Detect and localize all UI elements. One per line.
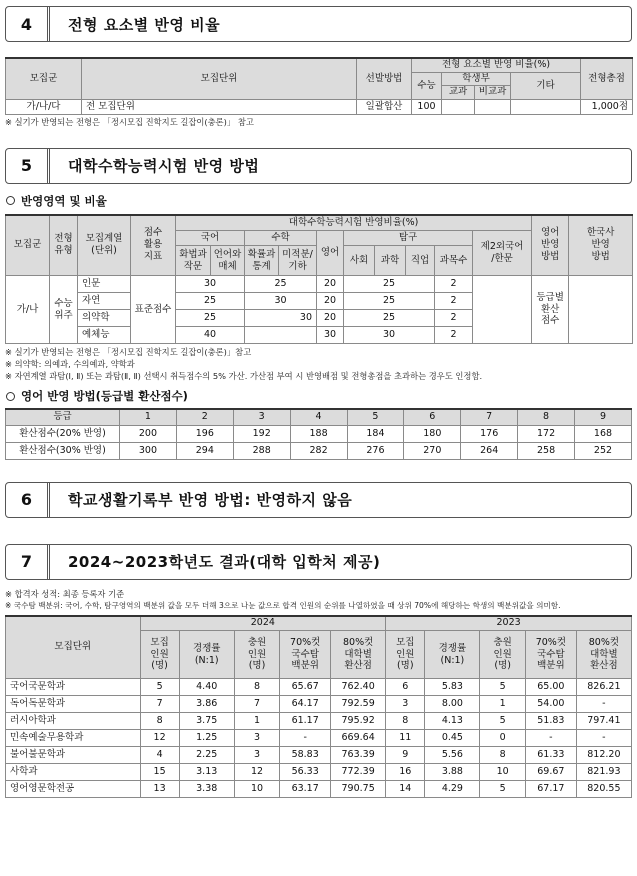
s7-cell-value: 669.64 bbox=[331, 730, 386, 747]
s7-header-col: 모집 인원 (명) bbox=[386, 631, 425, 679]
eng-cell: 196 bbox=[176, 425, 233, 442]
s7-cell-value: 51.83 bbox=[525, 713, 576, 730]
s5-header-math: 수학 bbox=[245, 231, 317, 246]
section-4-number: 4 bbox=[6, 7, 50, 41]
s5-header-ko1: 화법과 작문 bbox=[176, 246, 211, 276]
s7-cell-value: 6 bbox=[386, 679, 425, 696]
s5-cell-english: 30 bbox=[317, 327, 344, 344]
s7-cell-value: 5 bbox=[480, 781, 526, 798]
s7-cell-value: 12 bbox=[140, 730, 179, 747]
s5-header-english: 영어 bbox=[317, 231, 344, 276]
section-4-title: 전형 요소별 반영 비율 bbox=[68, 15, 221, 34]
s5-cell-english: 20 bbox=[317, 293, 344, 310]
section-5-number: 5 bbox=[6, 149, 50, 183]
s7-cell-value: 3 bbox=[234, 747, 280, 764]
section-7-header bbox=[5, 544, 632, 580]
s7-cell-value: - bbox=[525, 730, 576, 747]
s4-header-dept: 모집단위 bbox=[82, 58, 357, 99]
eng-cell: 200 bbox=[120, 425, 177, 442]
s5-cell-eng-method: 등급별 환산 점수 bbox=[532, 276, 569, 344]
s5-header-field: 모집계열 (단위) bbox=[78, 215, 131, 276]
s5-header-social: 사회 bbox=[344, 246, 375, 276]
s5-note: ※ 자연계열 과탐(Ⅰ, Ⅱ) 또는 과탐(Ⅱ, Ⅱ) 선택시 취득점수의 5% 가산. 가산점 부여 시 반영배점 및 전형총점을 초과하는 경우도 인정함. bbox=[5, 371, 483, 381]
s7-cell-value: 10 bbox=[234, 781, 280, 798]
eng-grade: 4 bbox=[290, 409, 347, 425]
s7-cell-value: 2.25 bbox=[179, 747, 234, 764]
s7-cell-value: 5 bbox=[140, 679, 179, 696]
section-5-title: 대학수학능력시험 반영 방법 bbox=[68, 157, 260, 175]
s4-header-total: 전형총점 bbox=[581, 58, 633, 99]
s7-cell-value: 3.75 bbox=[179, 713, 234, 730]
s5-subheading-2 bbox=[5, 387, 632, 405]
s5-cell-unit: 가/나 bbox=[6, 276, 50, 344]
s7-cell-dept: 러시아학과 bbox=[6, 713, 141, 730]
s7-cell-value: 3 bbox=[386, 696, 425, 713]
s7-cell-value: 13 bbox=[140, 781, 179, 798]
s7-cell-value: 3.38 bbox=[179, 781, 234, 798]
s5-header-inquiry: 탐구 bbox=[344, 231, 473, 246]
s5-cell-inquiry: 25 bbox=[344, 276, 435, 293]
s7-cell-value: 3.13 bbox=[179, 764, 234, 781]
eng-row-label: 환산점수(30% 반영) bbox=[6, 442, 120, 459]
s7-cell-value: 762.40 bbox=[331, 679, 386, 696]
s7-cell-dept: 독어독문학과 bbox=[6, 696, 141, 713]
s7-cell-value: 16 bbox=[386, 764, 425, 781]
s7-cell-dept: 민속예술무용학과 bbox=[6, 730, 141, 747]
s7-cell-value: 58.83 bbox=[280, 747, 331, 764]
table-row bbox=[6, 425, 632, 442]
s7-header-col: 70%컷 국수탐 백분위 bbox=[525, 631, 576, 679]
eng-cell: 288 bbox=[233, 442, 290, 459]
s7-cell-value: 56.33 bbox=[280, 764, 331, 781]
table-row bbox=[6, 679, 632, 696]
s4-cell-total: 1,000점 bbox=[581, 99, 633, 114]
eng-cell: 300 bbox=[120, 442, 177, 459]
eng-cell: 180 bbox=[404, 425, 461, 442]
s7-cell-dept: 영어영문학전공 bbox=[6, 781, 141, 798]
s7-header-col: 70%컷 국수탐 백분위 bbox=[280, 631, 331, 679]
s5-cell-count: 2 bbox=[435, 293, 473, 310]
s5-cell-field: 인문 bbox=[78, 276, 131, 293]
eng-grade: 2 bbox=[176, 409, 233, 425]
table-row bbox=[6, 781, 632, 798]
s5-header-korean: 국어 bbox=[176, 231, 245, 246]
eng-grade: 6 bbox=[404, 409, 461, 425]
section-4-header bbox=[5, 6, 632, 42]
s7-cell-value: 69.67 bbox=[525, 764, 576, 781]
section-5-table bbox=[5, 214, 633, 345]
s5-header-job: 직업 bbox=[406, 246, 435, 276]
s7-header-2023: 2023 bbox=[386, 616, 632, 631]
s7-cell-value: 9 bbox=[386, 747, 425, 764]
s4-header-method: 선발방법 bbox=[357, 58, 412, 99]
s7-cell-value: 4.13 bbox=[425, 713, 480, 730]
s5-cell-math: 30 bbox=[245, 310, 317, 327]
s5-header-subjcount: 과목수 bbox=[435, 246, 473, 276]
s5-note: ※ 의약학: 의예과, 수의예과, 약학과 bbox=[5, 359, 135, 369]
eng-cell: 252 bbox=[575, 442, 632, 459]
s7-cell-value: 1.25 bbox=[179, 730, 234, 747]
s7-cell-value: 8 bbox=[386, 713, 425, 730]
s7-cell-value: 65.67 bbox=[280, 679, 331, 696]
s5-cell-type: 수능 위주 bbox=[50, 276, 78, 344]
s5-header-m2: 미적분/ 기하 bbox=[279, 246, 317, 276]
s7-cell-value: 763.39 bbox=[331, 747, 386, 764]
section-5-header bbox=[5, 148, 632, 184]
eng-grade: 8 bbox=[518, 409, 575, 425]
s4-cell-nonsubject bbox=[475, 99, 511, 114]
s5-subheading-1 bbox=[5, 192, 632, 210]
s7-cell-value: 797.41 bbox=[576, 713, 631, 730]
s7-cell-value: 3.86 bbox=[179, 696, 234, 713]
s5-header-m1: 확률과 통계 bbox=[245, 246, 279, 276]
eng-cell: 264 bbox=[461, 442, 518, 459]
s4-cell-unit: 가/나/다 bbox=[6, 99, 82, 114]
section-7-number: 7 bbox=[6, 545, 50, 579]
s7-header-2024: 2024 bbox=[140, 616, 386, 631]
s7-cell-value: - bbox=[576, 696, 631, 713]
s7-cell-value: 0 bbox=[480, 730, 526, 747]
s4-header-student: 학생부 bbox=[442, 72, 511, 85]
section-4-table bbox=[5, 57, 633, 115]
s7-cell-value: 11 bbox=[386, 730, 425, 747]
s4-header-ratio: 전형 요소별 반영 비율(%) bbox=[412, 58, 581, 72]
s5-header-foreign: 제2외국어 /한문 bbox=[473, 231, 532, 276]
s5-cell-score: 표준점수 bbox=[131, 276, 176, 344]
s4-cell-subject bbox=[442, 99, 475, 114]
s5-cell-history bbox=[569, 276, 633, 344]
s7-cell-value: 3 bbox=[234, 730, 280, 747]
s5-cell-math: 25 bbox=[245, 276, 317, 293]
table-row bbox=[6, 276, 633, 293]
s5-header-history: 한국사 반영 방법 bbox=[569, 215, 633, 276]
s5-cell-field: 예체능 bbox=[78, 327, 131, 344]
s5-cell-english: 20 bbox=[317, 276, 344, 293]
s5-cell-inquiry: 25 bbox=[344, 293, 435, 310]
s7-header-dept: 모집단위 bbox=[6, 616, 141, 679]
s7-note: ※ 국수탐 백분위: 국어, 수학, 탐구영역의 백분위 값을 모두 더해 3으로 나눈 값으로 합격 인원의 순위를 나열하였을 때 상위 70%에 해당하는 학생의 백분위값을 의미함. bbox=[5, 600, 561, 610]
s7-cell-value: - bbox=[576, 730, 631, 747]
s7-cell-value: 4 bbox=[140, 747, 179, 764]
s5-header-score: 점수 활용 지표 bbox=[131, 215, 176, 276]
s5-cell-field: 자연 bbox=[78, 293, 131, 310]
s7-cell-value: 4.29 bbox=[425, 781, 480, 798]
s7-cell-value: - bbox=[280, 730, 331, 747]
eng-cell: 176 bbox=[461, 425, 518, 442]
s7-cell-value: 15 bbox=[140, 764, 179, 781]
s4-header-suneung: 수능 bbox=[412, 72, 442, 99]
s7-cell-value: 64.17 bbox=[280, 696, 331, 713]
s7-header-col: 경쟁률 (N:1) bbox=[179, 631, 234, 679]
s7-cell-value: 5 bbox=[480, 679, 526, 696]
section-6-title: 학교생활기록부 반영 방법: 반영하지 않음 bbox=[68, 491, 353, 509]
table-row bbox=[6, 713, 632, 730]
s4-cell-suneung: 100 bbox=[412, 99, 442, 114]
s7-cell-value: 12 bbox=[234, 764, 280, 781]
s4-cell-dept: 전 모집단위 bbox=[82, 99, 357, 114]
eng-cell: 276 bbox=[347, 442, 404, 459]
s7-cell-value: 67.17 bbox=[525, 781, 576, 798]
s7-cell-value: 65.00 bbox=[525, 679, 576, 696]
s7-cell-value: 8 bbox=[234, 679, 280, 696]
s5-header-type: 전형 유형 bbox=[50, 215, 78, 276]
circle-bullet-icon bbox=[6, 392, 15, 401]
section-7-title: 2024~2023학년도 결과(대학 입학처 제공) bbox=[68, 553, 381, 571]
s5-cell-math bbox=[245, 327, 317, 344]
s7-header-col: 충원 인원 (명) bbox=[480, 631, 526, 679]
s7-cell-value: 8.00 bbox=[425, 696, 480, 713]
s4-header-subject: 교과 bbox=[442, 85, 475, 99]
s5-header-ko2: 언어와 매체 bbox=[211, 246, 245, 276]
s7-notes bbox=[5, 588, 632, 612]
s5-cell-math: 30 bbox=[245, 293, 317, 310]
s5-subheading-1-text: 반영영역 및 비율 bbox=[21, 193, 107, 208]
eng-cell: 270 bbox=[404, 442, 461, 459]
s7-cell-value: 7 bbox=[140, 696, 179, 713]
s5-cell-korean: 25 bbox=[176, 310, 245, 327]
s5-cell-inquiry: 25 bbox=[344, 310, 435, 327]
s5-subheading-2-text: 영어 반영 방법(등급별 환산점수) bbox=[21, 389, 188, 403]
s7-cell-value: 821.93 bbox=[576, 764, 631, 781]
s5-cell-count: 2 bbox=[435, 327, 473, 344]
s7-cell-value: 1 bbox=[234, 713, 280, 730]
section-6-number: 6 bbox=[6, 483, 50, 517]
eng-cell: 192 bbox=[233, 425, 290, 442]
s5-cell-foreign bbox=[473, 276, 532, 344]
s5-cell-korean: 25 bbox=[176, 293, 245, 310]
s7-cell-value: 5.83 bbox=[425, 679, 480, 696]
s5-cell-inquiry: 30 bbox=[344, 327, 435, 344]
eng-grade: 3 bbox=[233, 409, 290, 425]
eng-grade: 1 bbox=[120, 409, 177, 425]
s4-header-unit: 모집군 bbox=[6, 58, 82, 99]
s7-cell-value: 0.45 bbox=[425, 730, 480, 747]
s7-cell-value: 61.33 bbox=[525, 747, 576, 764]
s7-cell-value: 54.00 bbox=[525, 696, 576, 713]
s7-cell-dept: 불어불문학과 bbox=[6, 747, 141, 764]
s7-cell-value: 7 bbox=[234, 696, 280, 713]
s7-cell-value: 772.39 bbox=[331, 764, 386, 781]
s7-cell-dept: 사학과 bbox=[6, 764, 141, 781]
s4-cell-method: 일괄합산 bbox=[357, 99, 412, 114]
s5-cell-count: 2 bbox=[435, 310, 473, 327]
s7-cell-dept: 국어국문학과 bbox=[6, 679, 141, 696]
s7-header-col: 경쟁률 (N:1) bbox=[425, 631, 480, 679]
s7-cell-value: 826.21 bbox=[576, 679, 631, 696]
table-row bbox=[6, 764, 632, 781]
eng-row-label: 환산점수(20% 반영) bbox=[6, 425, 120, 442]
s5-notes bbox=[5, 346, 632, 382]
s7-cell-value: 820.55 bbox=[576, 781, 631, 798]
s5-cell-field: 의약학 bbox=[78, 310, 131, 327]
s7-table-body bbox=[6, 679, 632, 798]
eng-grade: 7 bbox=[461, 409, 518, 425]
table-row bbox=[6, 696, 632, 713]
s5-cell-count: 2 bbox=[435, 276, 473, 293]
s7-cell-value: 790.75 bbox=[331, 781, 386, 798]
s5-cell-korean: 40 bbox=[176, 327, 245, 344]
s5-note: ※ 실기가 반영되는 전형은 「정시모집 진학지도 길잡이(충론)」참고 bbox=[5, 347, 252, 357]
eng-cell: 172 bbox=[518, 425, 575, 442]
s7-cell-value: 1 bbox=[480, 696, 526, 713]
section-6-header bbox=[5, 482, 632, 518]
eng-grade: 9 bbox=[575, 409, 632, 425]
s7-cell-value: 8 bbox=[140, 713, 179, 730]
s7-header-col: 모집 인원 (명) bbox=[140, 631, 179, 679]
s7-header-col: 충원 인원 (명) bbox=[234, 631, 280, 679]
s7-cell-value: 795.92 bbox=[331, 713, 386, 730]
eng-grade: 5 bbox=[347, 409, 404, 425]
s7-cell-value: 10 bbox=[480, 764, 526, 781]
s4-cell-other bbox=[511, 99, 581, 114]
s7-cell-value: 8 bbox=[480, 747, 526, 764]
s4-header-other: 기타 bbox=[511, 72, 581, 99]
english-grade-table bbox=[5, 408, 632, 460]
eng-cell: 294 bbox=[176, 442, 233, 459]
s5-cell-english: 20 bbox=[317, 310, 344, 327]
eng-cell: 282 bbox=[290, 442, 347, 459]
s7-cell-value: 5 bbox=[480, 713, 526, 730]
s7-cell-value: 4.40 bbox=[179, 679, 234, 696]
s7-cell-value: 3.88 bbox=[425, 764, 480, 781]
s7-cell-value: 792.59 bbox=[331, 696, 386, 713]
s5-header-ratio: 대학수학능력시험 반영비율(%) bbox=[176, 215, 532, 231]
eng-header-grade: 등급 bbox=[6, 409, 120, 425]
s5-cell-korean: 30 bbox=[176, 276, 245, 293]
s7-note: ※ 합격자 성적: 최종 등록자 기준 bbox=[5, 588, 125, 599]
table-row bbox=[6, 730, 632, 747]
circle-bullet-icon bbox=[6, 196, 15, 205]
s4-header-nonsubject: 비교과 bbox=[475, 85, 511, 99]
s5-header-eng-method: 영어 반영 방법 bbox=[532, 215, 569, 276]
eng-cell: 258 bbox=[518, 442, 575, 459]
s7-header-col: 80%컷 대학별 환산점 bbox=[331, 631, 386, 679]
eng-cell: 168 bbox=[575, 425, 632, 442]
s7-cell-value: 812.20 bbox=[576, 747, 631, 764]
s7-cell-value: 63.17 bbox=[280, 781, 331, 798]
s7-cell-value: 14 bbox=[386, 781, 425, 798]
eng-cell: 188 bbox=[290, 425, 347, 442]
s7-header-col: 80%컷 대학별 환산점 bbox=[576, 631, 631, 679]
s5-header-science: 과학 bbox=[375, 246, 406, 276]
table-row bbox=[6, 442, 632, 459]
s7-cell-value: 5.56 bbox=[425, 747, 480, 764]
s7-cell-value: 61.17 bbox=[280, 713, 331, 730]
s4-note: ※ 실기가 반영되는 전형은 「정시모집 진학지도 길잡이(충론)」 참고 bbox=[5, 116, 254, 127]
eng-cell: 184 bbox=[347, 425, 404, 442]
section-7-table bbox=[5, 615, 632, 799]
table-row bbox=[6, 747, 632, 764]
s5-header-unit: 모집군 bbox=[6, 215, 50, 276]
